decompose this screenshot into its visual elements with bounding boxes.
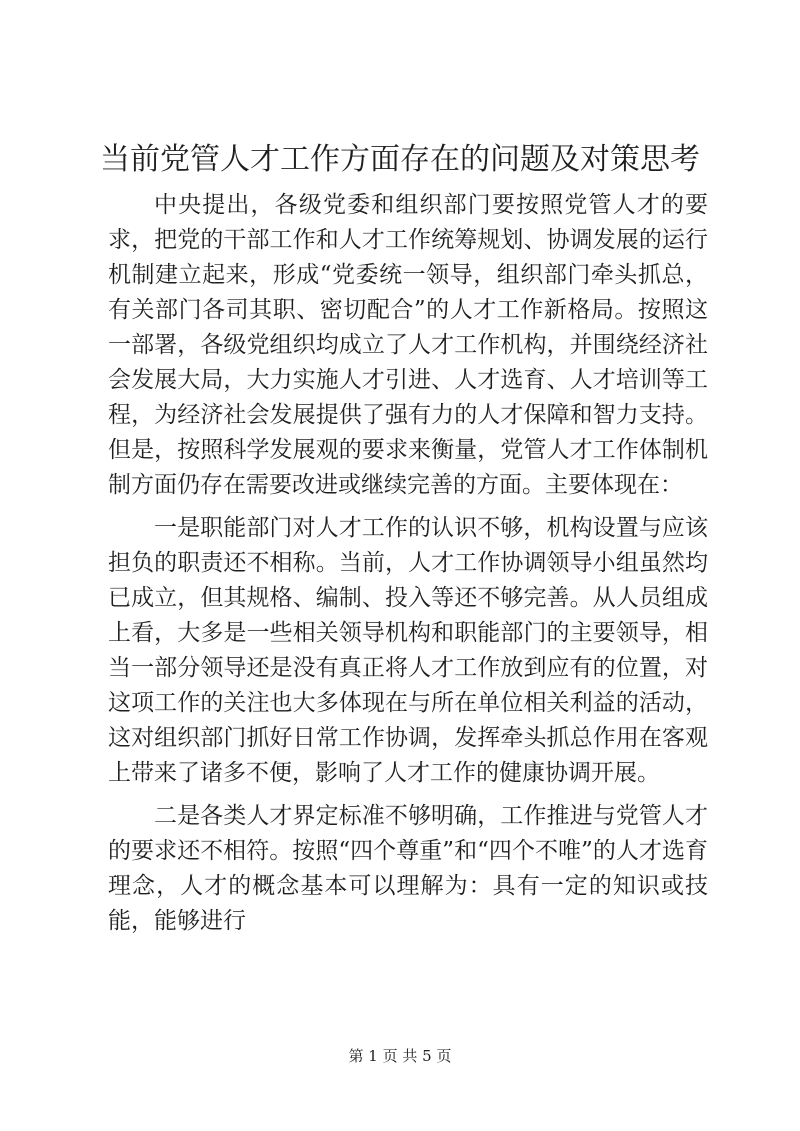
paragraph-point-one: 一是职能部门对人才工作的认识不够，机构设置与应该担负的职责还不相称。当前，人才工作协调领导小组虽然均已成立，但其规格、编制、投入等还不够完善。从人员组成上看，大多是一些相关领导机构和职能部门的主要领导，相当一部分领导还是没有真正将人才工作放到应有的位置，对这项工作的关注也大多体现在与所在单位相关利益的活动，这对组织部门抓好日常工作协调，发挥牵头抓总作用在客观上带来了诸多不便，影响了人才工作的健康协调开展。 [108,515,708,786]
document-body [108,188,708,947]
paragraph-intro: 中央提出，各级党委和组织部门要按照党管人才的要求，把党的干部工作和人才工作统筹规划、协调发展的运行机制建立起来，形成“党委统一领导，组织部门牵头抓总，有关部门各司其职、密切配合”的人才工作新格局。按照这一部署，各级党组织均成立了人才工作机构，并围绕经济社会发展大局，大力实施人才引进、人才选育、人才培训等工程，为经济社会发展提供了强有力的人才保障和智力支持。但是，按照科学发展观的要求来衡量，党管人才工作体制机制方面仍存在需要改进或继续完善的方面。主要体现在： [108,192,708,498]
page-number-footer: 第 1 页 共 5 页 [348,1047,452,1065]
paragraph-point-two: 二是各类人才界定标准不够明确，工作推进与党管人才的要求还不相符。按照“四个尊重”和“四个不唯”的人才选育理念，人才的概念基本可以理解为：具有一定的知识或技能，能够进行 [108,803,708,934]
document-title: 当前党管人才工作方面存在的问题及对策思考 [100,142,700,177]
